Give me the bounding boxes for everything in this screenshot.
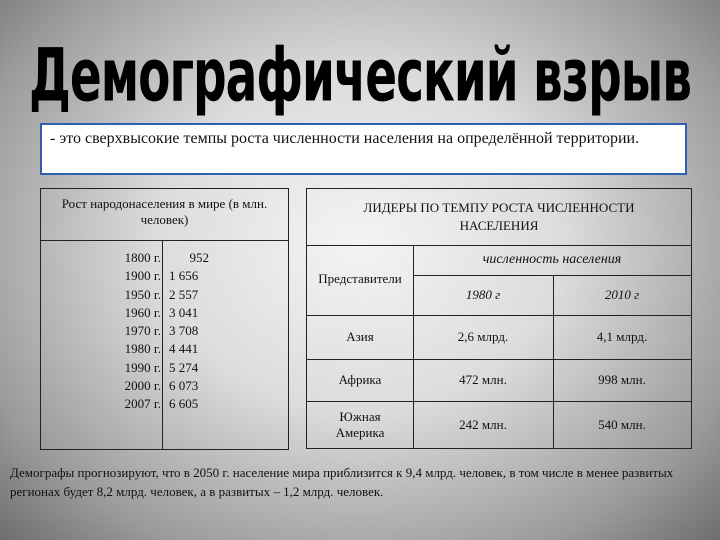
forecast-note: Демографы прогнозируют, что в 2050 г. население мира приблизится к 9,4 млрд. человек, в том числе в менее развитых регионах будет 8,2 млрд. человек, а в развитых – 1,2 млрд. человек. bbox=[10, 465, 674, 499]
leaders-table bbox=[306, 188, 692, 449]
population-header: численность населения bbox=[482, 252, 622, 267]
value-cell: 3 708 bbox=[169, 323, 199, 339]
region-cell: Азия bbox=[346, 329, 374, 344]
years-column bbox=[91, 249, 161, 414]
value-1980-cell: 472 млн. bbox=[459, 372, 507, 387]
year-cell: 2007 г. bbox=[124, 396, 161, 412]
value-2010-cell: 998 млн. bbox=[598, 372, 646, 387]
value-cell: 4 441 bbox=[169, 341, 199, 357]
region-cell: Африка bbox=[338, 372, 382, 387]
year-cell: 1900 г. bbox=[124, 268, 161, 284]
value-cell: 952 bbox=[189, 250, 209, 265]
value-cell: 5 274 bbox=[169, 359, 199, 375]
value-cell: 6 605 bbox=[169, 396, 199, 412]
value-cell: 3 041 bbox=[169, 304, 199, 320]
year-cell: 1990 г. bbox=[124, 359, 161, 375]
value-2010-cell: 4,1 млрд. bbox=[596, 329, 648, 344]
population-growth-table bbox=[40, 188, 289, 450]
year-cell: 1800 г. bbox=[124, 250, 161, 265]
column-divider bbox=[162, 241, 163, 449]
year-2010-header: 2010 г bbox=[604, 287, 640, 302]
value-cell: 2 557 bbox=[169, 286, 199, 302]
value-cell: 1 656 bbox=[169, 268, 199, 284]
value-1980-cell: 242 млн. bbox=[459, 417, 507, 432]
page-title: Демографический взрыв bbox=[29, 34, 691, 120]
value-1980-cell: 2,6 млрд. bbox=[457, 329, 509, 344]
definition-box: - это сверхвысокие темпы роста численности населения на определённой территории. bbox=[40, 123, 687, 175]
value-2010-cell: 540 млн. bbox=[598, 417, 646, 432]
year-1980-header: 1980 г bbox=[465, 287, 501, 302]
leaders-table-header: ЛИДЕРЫ ПО ТЕМПУ РОСТА ЧИСЛЕННОСТИ НАСЕЛЕНИЯ bbox=[363, 200, 635, 233]
year-cell: 1950 г. bbox=[124, 286, 161, 302]
year-cell: 1960 г. bbox=[124, 304, 161, 320]
growth-table-header: Рост народонаселения в мире (в млн. человек) bbox=[41, 189, 288, 241]
representatives-header: Представители bbox=[318, 271, 402, 286]
value-cell: 6 073 bbox=[169, 378, 199, 394]
year-cell: 1980 г. bbox=[124, 341, 161, 357]
values-column bbox=[169, 249, 209, 414]
year-cell: 2000 г. bbox=[124, 378, 161, 394]
year-cell: 1970 г. bbox=[124, 323, 161, 339]
region-cell: Южная Америка bbox=[335, 409, 385, 440]
